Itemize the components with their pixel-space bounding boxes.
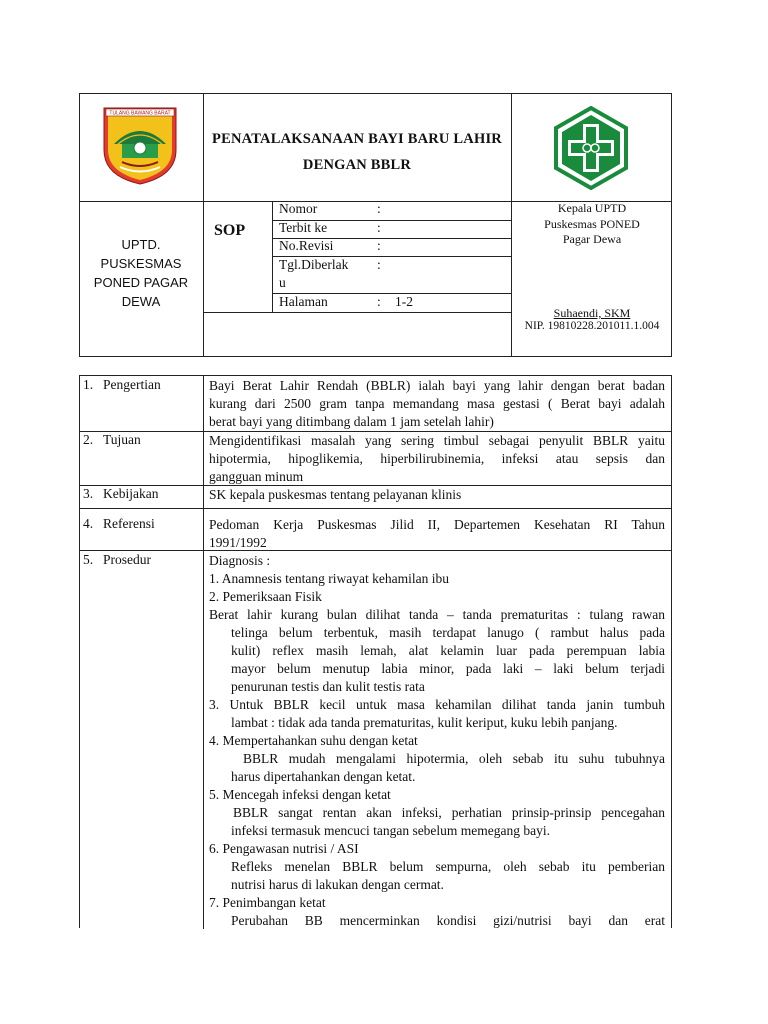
unit-line: PUSKESMAS xyxy=(100,256,182,271)
health-cross-logo xyxy=(554,106,628,190)
row-number: 1. xyxy=(83,377,94,392)
list-item: 6. Pengawasan nutrisi / ASI xyxy=(209,841,359,856)
list-item: 5. Mencegah infeksi dengan ketat xyxy=(209,787,391,802)
list-item: 4. Mempertahankan suhu dengan ketat xyxy=(209,733,418,748)
list-item: 7. Penimbangan ketat xyxy=(209,895,326,910)
meta-sep: : xyxy=(377,238,381,253)
title-line-2: DENGAN BBLR xyxy=(302,157,412,173)
text-line: Pedoman Kerja Puskesmas Jilid II, Departemen Kesehatan RI Tahun xyxy=(209,517,665,532)
approver-line: Kepala UPTD xyxy=(557,201,627,215)
row-number: 5. xyxy=(83,552,94,567)
list-item: 2. Pemeriksaan Fisik xyxy=(209,589,322,604)
text-line: BBLR sangat rentan akan infeksi, perhatian prinsip-prinsip pencegahan xyxy=(233,805,665,820)
row-label-referensi: Referensi xyxy=(103,516,155,531)
text-line: Refleks menelan BBLR belum sempurna, oleh sebab itu pemberian xyxy=(231,859,665,874)
sop-label: SOP xyxy=(214,222,246,239)
row-label-pengertian: Pengertian xyxy=(103,377,161,392)
text-line: BBLR mudah mengalami hipotermia, oleh sebab itu suhu tubuhnya xyxy=(243,751,665,766)
approver-line: Pagar Dewa xyxy=(562,232,622,246)
text-line: gangguan minum xyxy=(209,469,304,484)
text-line: infeksi termasuk mencuci tangan sebelum memegang bayi. xyxy=(231,823,551,838)
text-line: Perubahan BB mencerminkan kondisi gizi/nutrisi bayi dan erat xyxy=(231,913,665,928)
text-line: SK kepala puskesmas tentang pelayanan klinis xyxy=(209,487,462,502)
row-number: 2. xyxy=(83,432,94,447)
document-title xyxy=(204,126,510,178)
row-label-kebijakan: Kebijakan xyxy=(103,486,159,501)
text-line: kulit) reflex masih lemah, alat kelamin luar pada perempuan labia xyxy=(231,643,665,658)
list-item: 3. Untuk BBLR kecil untuk masa kehamilan dilihat tanda janin tumbuh xyxy=(209,697,665,712)
row-number: 3. xyxy=(83,486,94,501)
signer-nip: NIP. 19810228.201011.1.004 xyxy=(524,320,660,332)
text-line: hipotermia, hipoglikemia, hiperbilirubinemia, infeksi atau sepsis dan xyxy=(209,451,665,466)
meta-label: Terbit ke xyxy=(279,220,328,235)
approver-line: Puskesmas PONED xyxy=(544,216,640,231)
meta-sep: : xyxy=(377,294,381,309)
row-label-prosedur: Prosedur xyxy=(103,552,151,567)
text-line: Bayi Berat Lahir Rendah (BBLR) ialah bayi yang lahir dengan berat badan xyxy=(209,378,665,393)
text-line: berat bayi yang ditimbang dalam 1 jam setelah lahir) xyxy=(209,414,494,429)
row-text-pengertian xyxy=(209,377,665,431)
text-line: lambat : tidak ada tanda prematuritas, kulit keriput, kuku lebih panjang. xyxy=(231,715,618,730)
text-line: Diagnosis : xyxy=(209,553,271,568)
meta-label: Tgl.Diberlak xyxy=(279,257,349,272)
text-line: 1991/1992 xyxy=(209,535,267,550)
text-line: penurunan testis dan kulit testis rata xyxy=(231,679,425,694)
approver-title xyxy=(512,201,672,248)
row-number: 4. xyxy=(83,516,94,531)
meta-sep: : xyxy=(377,257,381,272)
text-line: Berat lahir kurang bulan dilihat tanda – tanda prematuritas : tulang rawan xyxy=(209,607,665,622)
signer-name: Suhaendi, SKM xyxy=(553,306,631,320)
meta-value: 1-2 xyxy=(395,294,413,309)
row-label-tujuan: Tujuan xyxy=(103,432,141,447)
regency-emblem-logo xyxy=(100,104,180,186)
text-line: telinga belum terbentuk, masih terdapat lanugo ( rambut halus pada xyxy=(231,625,665,640)
meta-label: Halaman xyxy=(279,294,328,309)
row-text-prosedur xyxy=(209,552,665,928)
unit-line: DEWA xyxy=(121,294,161,309)
text-line: mayor belum menutup labia minor, pada laki – laki belum terjadi xyxy=(231,661,665,676)
meta-sep: : xyxy=(377,201,381,216)
list-item: 1. Anamnesis tentang riwayat kehamilan ibu xyxy=(209,571,449,586)
emblem-banner-text: TULANG BAWANG BARAT xyxy=(109,110,171,117)
meta-sep: : xyxy=(377,220,381,235)
title-line-1: PENATALAKSANAAN BAYI BARU LAHIR xyxy=(212,131,502,147)
text-line: Mengidentifikasi masalah yang sering timbul sebagai penyulit BBLR yaitu xyxy=(209,433,665,448)
meta-label: No.Revisi xyxy=(279,238,334,253)
text-line: kurang dari 2500 gram tanpa memandang masa gestasi ( Berat bayi adalah xyxy=(209,396,665,411)
unit-line: PONED PAGAR xyxy=(93,275,189,290)
meta-label: u xyxy=(279,275,286,290)
row-text-tujuan xyxy=(209,432,665,486)
text-line: harus dipertahankan dengan ketat. xyxy=(231,769,416,784)
unit-line: UPTD. xyxy=(121,237,161,252)
text-line: nutrisi harus di lakukan dengan cermat. xyxy=(231,877,444,892)
meta-label: Nomor xyxy=(279,201,318,216)
unit-name xyxy=(80,235,202,311)
